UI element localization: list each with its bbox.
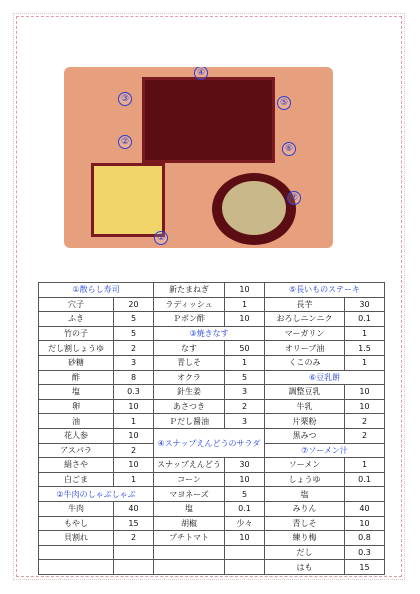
table-cell: はも bbox=[265, 560, 345, 575]
table-cell: 1 bbox=[345, 326, 385, 341]
table-cell: 練り梅 bbox=[265, 531, 345, 546]
table-cell: もやし bbox=[39, 516, 114, 531]
marker-6: ⑥ bbox=[282, 142, 296, 156]
table-row bbox=[39, 472, 385, 487]
table-cell: 塩 bbox=[39, 385, 114, 400]
table-cell: 酢 bbox=[39, 370, 114, 385]
table-cell: 20 bbox=[114, 297, 154, 312]
section-header: ③焼きなす bbox=[154, 326, 265, 341]
bento-box-top bbox=[142, 77, 275, 163]
section-header: ①散らし寿司 bbox=[39, 283, 154, 298]
table-cell: オリーブ油 bbox=[265, 341, 345, 356]
table-cell: 1 bbox=[345, 355, 385, 370]
table-cell: 3 bbox=[225, 385, 265, 400]
table-cell: ふき bbox=[39, 312, 114, 327]
marker-7: ⑦ bbox=[287, 191, 301, 205]
table-row bbox=[39, 312, 385, 327]
table-cell: 5 bbox=[114, 326, 154, 341]
table-row bbox=[39, 458, 385, 473]
table-cell: だし割しょうゆ bbox=[39, 341, 114, 356]
table-cell bbox=[345, 487, 385, 502]
table-cell: 0.8 bbox=[345, 531, 385, 546]
table-cell: 2 bbox=[114, 341, 154, 356]
table-cell: しょうゆ bbox=[265, 472, 345, 487]
table-cell: 調整豆乳 bbox=[265, 385, 345, 400]
table-cell: 8 bbox=[114, 370, 154, 385]
table-cell: 牛乳 bbox=[265, 399, 345, 414]
table-cell: 15 bbox=[114, 516, 154, 531]
table-cell: 片栗粉 bbox=[265, 414, 345, 429]
table-cell: 40 bbox=[345, 501, 385, 516]
table-cell: コーン bbox=[154, 472, 225, 487]
table-cell: スナップえんどう bbox=[154, 458, 225, 473]
table-cell: 新たまねぎ bbox=[154, 283, 225, 298]
table-cell: 絹さや bbox=[39, 458, 114, 473]
table-cell: 1.5 bbox=[345, 341, 385, 356]
section-header: ⑦ソーメン汁 bbox=[265, 443, 385, 458]
table-cell: 牛肉 bbox=[39, 501, 114, 516]
table-cell: 30 bbox=[225, 458, 265, 473]
table-cell bbox=[225, 560, 265, 575]
bento-photo bbox=[64, 67, 333, 248]
table-row bbox=[39, 545, 385, 560]
table-cell: 貝割れ bbox=[39, 531, 114, 546]
table-row bbox=[39, 385, 385, 400]
table-cell: 10 bbox=[225, 531, 265, 546]
table-cell: 胡椒 bbox=[154, 516, 225, 531]
table-row bbox=[39, 370, 385, 385]
table-cell: 10 bbox=[114, 428, 154, 443]
table-cell: 長芋 bbox=[265, 297, 345, 312]
noodle-inner bbox=[222, 181, 286, 235]
table-row bbox=[39, 355, 385, 370]
table-cell: 針生姜 bbox=[154, 385, 225, 400]
table-cell: なす bbox=[154, 341, 225, 356]
table-cell: 15 bbox=[345, 560, 385, 575]
marker-4: ④ bbox=[194, 67, 208, 80]
table-cell: 卵 bbox=[39, 399, 114, 414]
ingredient-table bbox=[38, 282, 385, 575]
table-cell: 2 bbox=[114, 443, 154, 458]
table-cell: ソーメン bbox=[265, 458, 345, 473]
table-cell: 2 bbox=[114, 531, 154, 546]
table-cell: 2 bbox=[345, 428, 385, 443]
table-cell: 0.1 bbox=[345, 472, 385, 487]
table-cell bbox=[39, 560, 114, 575]
table-cell: くこのみ bbox=[265, 355, 345, 370]
table-row bbox=[39, 399, 385, 414]
table-cell: 3 bbox=[225, 414, 265, 429]
table-cell: Ｐポン酢 bbox=[154, 312, 225, 327]
table-cell: ラディッシュ bbox=[154, 297, 225, 312]
table-cell: 油 bbox=[39, 414, 114, 429]
table-cell: 0.1 bbox=[225, 501, 265, 516]
table-cell: 10 bbox=[225, 312, 265, 327]
table-row bbox=[39, 501, 385, 516]
section-header: ④スナップえんどうのサラダ bbox=[154, 428, 265, 457]
table-row bbox=[39, 283, 385, 298]
marker-3: ③ bbox=[118, 92, 132, 106]
table-cell: 黒みつ bbox=[265, 428, 345, 443]
table-cell: 10 bbox=[345, 385, 385, 400]
table-cell: 砂糖 bbox=[39, 355, 114, 370]
table-cell: だし bbox=[265, 545, 345, 560]
table-cell: 30 bbox=[345, 297, 385, 312]
table-cell: 竹の子 bbox=[39, 326, 114, 341]
sushi-bowl bbox=[91, 163, 165, 237]
table-cell: マーガリン bbox=[265, 326, 345, 341]
marker-2: ② bbox=[118, 135, 132, 149]
table-cell: マヨネーズ bbox=[154, 487, 225, 502]
table-cell: Ｐだし醤油 bbox=[154, 414, 225, 429]
table-cell: 1 bbox=[225, 297, 265, 312]
table-cell: 5 bbox=[114, 312, 154, 327]
table-cell: 塩 bbox=[154, 501, 225, 516]
ingredient-table-body bbox=[39, 283, 385, 575]
table-cell: 10 bbox=[345, 399, 385, 414]
table-cell: 塩 bbox=[265, 487, 345, 502]
table-cell: あさつき bbox=[154, 399, 225, 414]
table-cell bbox=[114, 545, 154, 560]
table-cell: みりん bbox=[265, 501, 345, 516]
table-row bbox=[39, 531, 385, 546]
table-row bbox=[39, 516, 385, 531]
table-cell: 青しそ bbox=[154, 355, 225, 370]
table-cell: 0.1 bbox=[345, 312, 385, 327]
table-cell bbox=[39, 545, 114, 560]
table-cell: 2 bbox=[345, 414, 385, 429]
table-cell bbox=[114, 560, 154, 575]
table-cell: 白ごま bbox=[39, 472, 114, 487]
table-row bbox=[39, 326, 385, 341]
table-cell: 花人参 bbox=[39, 428, 114, 443]
table-cell: 1 bbox=[114, 472, 154, 487]
table-cell: 10 bbox=[225, 472, 265, 487]
table-cell: 50 bbox=[225, 341, 265, 356]
table-cell: 10 bbox=[345, 516, 385, 531]
table-row bbox=[39, 341, 385, 356]
table-row bbox=[39, 487, 385, 502]
table-cell: アスパラ bbox=[39, 443, 114, 458]
marker-1: ① bbox=[154, 231, 168, 245]
table-cell: 穴子 bbox=[39, 297, 114, 312]
table-cell: 10 bbox=[114, 399, 154, 414]
table-cell bbox=[154, 560, 225, 575]
table-cell: プチトマト bbox=[154, 531, 225, 546]
table-cell: 少々 bbox=[225, 516, 265, 531]
table-cell: 1 bbox=[345, 458, 385, 473]
table-cell: 5 bbox=[225, 370, 265, 385]
table-cell: オクラ bbox=[154, 370, 225, 385]
section-header: ②牛肉のしゃぶしゃぶ bbox=[39, 487, 154, 502]
table-cell: 0.3 bbox=[345, 545, 385, 560]
table-cell: 青しそ bbox=[265, 516, 345, 531]
table-cell: 1 bbox=[225, 355, 265, 370]
table-cell: 1 bbox=[114, 414, 154, 429]
table-cell bbox=[225, 545, 265, 560]
table-cell: 5 bbox=[225, 487, 265, 502]
table-cell bbox=[154, 545, 225, 560]
table-cell: 2 bbox=[225, 399, 265, 414]
table-cell: 10 bbox=[114, 458, 154, 473]
table-row bbox=[39, 428, 385, 443]
table-cell: おろしニンニク bbox=[265, 312, 345, 327]
table-cell: 0.3 bbox=[114, 385, 154, 400]
marker-5: ⑤ bbox=[277, 96, 291, 110]
table-cell: 10 bbox=[225, 283, 265, 298]
table-cell: 40 bbox=[114, 501, 154, 516]
section-header: ⑥豆乳餅 bbox=[265, 370, 385, 385]
section-header: ⑤長いものステーキ bbox=[265, 283, 385, 298]
table-row bbox=[39, 297, 385, 312]
table-row bbox=[39, 560, 385, 575]
table-row bbox=[39, 414, 385, 429]
table-cell: 3 bbox=[114, 355, 154, 370]
